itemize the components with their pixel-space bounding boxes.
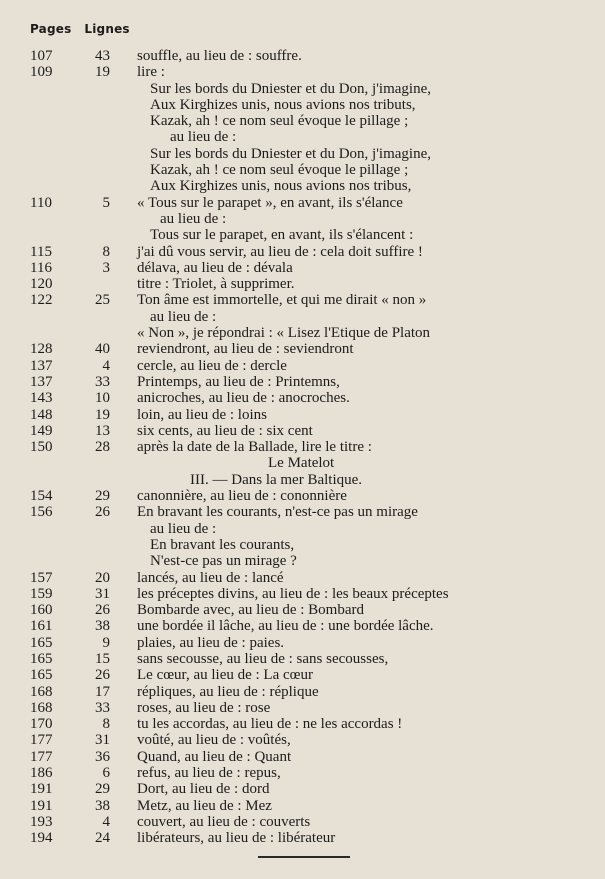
correction-text: délava, au lieu de : dévala xyxy=(137,259,293,276)
line-number: 4 xyxy=(102,813,110,830)
errata-row xyxy=(0,358,605,374)
footer-rule xyxy=(258,856,350,858)
correction-text: Aux Kirghizes unis, nous avions nos tributs, xyxy=(150,96,416,113)
errata-row xyxy=(0,407,605,423)
page-number: 116 xyxy=(30,259,52,276)
errata-row xyxy=(0,749,605,765)
page-number: 148 xyxy=(30,406,53,423)
correction-text: au lieu de : xyxy=(150,520,217,537)
correction-text: plaies, au lieu de : paies. xyxy=(137,634,285,651)
page-number: 165 xyxy=(30,667,53,684)
errata-row xyxy=(0,325,605,341)
errata-row xyxy=(0,48,605,64)
errata-row xyxy=(0,309,605,325)
correction-text: six cents, au lieu de : six cent xyxy=(137,422,313,439)
errata-row xyxy=(0,667,605,683)
errata-row xyxy=(0,732,605,748)
line-number: 19 xyxy=(95,64,110,81)
page-number: 128 xyxy=(30,341,53,358)
correction-text: sans secousse, au lieu de : sans secousses, xyxy=(137,650,389,667)
errata-row xyxy=(0,64,605,80)
errata-row xyxy=(0,439,605,455)
errata-row xyxy=(0,244,605,260)
correction-text: lire : xyxy=(137,64,165,81)
errata-row xyxy=(0,553,605,569)
page-number: 137 xyxy=(30,357,53,374)
correction-text: voûté, au lieu de : voûtés, xyxy=(137,732,291,749)
line-number: 36 xyxy=(95,748,110,765)
page-number: 191 xyxy=(30,781,53,798)
line-number: 24 xyxy=(95,830,110,847)
page-number: 107 xyxy=(30,48,53,64)
correction-text: III. — Dans la mer Baltique. xyxy=(190,471,363,488)
page-number: 177 xyxy=(30,732,53,749)
page-number: 143 xyxy=(30,390,53,407)
page-number: 168 xyxy=(30,683,53,700)
correction-text: reviendront, au lieu de : seviendront xyxy=(137,341,354,358)
errata-row xyxy=(0,390,605,406)
line-number: 3 xyxy=(102,259,110,276)
page-number: 115 xyxy=(30,243,52,260)
correction-text: Le cœur, au lieu de : La cœur xyxy=(137,667,313,684)
errata-row xyxy=(0,651,605,667)
header-lignes: Lignes xyxy=(84,22,130,36)
page-number: 193 xyxy=(30,813,53,830)
errata-row xyxy=(0,700,605,716)
correction-text: Ton âme est immortelle, et qui me dirait « non » xyxy=(137,292,427,309)
correction-text: Kazak, ah ! ce nom seul évoque le pillage ; xyxy=(150,113,409,130)
line-number: 38 xyxy=(95,797,110,814)
line-number: 43 xyxy=(95,48,110,64)
line-number: 19 xyxy=(95,406,110,423)
page-number: 154 xyxy=(30,488,53,505)
correction-text: lancés, au lieu de : lancé xyxy=(137,569,284,586)
errata-list xyxy=(0,48,605,847)
page-number: 122 xyxy=(30,292,53,309)
correction-text: j'ai dû vous servir, au lieu de : cela doit suffire ! xyxy=(137,243,423,260)
errata-row xyxy=(0,684,605,700)
correction-text: libérateurs, au lieu de : libérateur xyxy=(137,830,336,847)
errata-row xyxy=(0,260,605,276)
correction-text: Sur les bords du Dniester et du Don, j'imagine, xyxy=(150,80,431,97)
page-number: 137 xyxy=(30,373,53,390)
correction-text: au lieu de : xyxy=(150,308,217,325)
correction-text: N'est-ce pas un mirage ? xyxy=(150,553,297,570)
errata-row xyxy=(0,341,605,357)
errata-row xyxy=(0,602,605,618)
page-number: 150 xyxy=(30,439,53,456)
column-header xyxy=(30,22,130,36)
errata-row xyxy=(0,716,605,732)
errata-row xyxy=(0,570,605,586)
correction-text: au lieu de : xyxy=(170,129,237,146)
line-number: 8 xyxy=(102,243,110,260)
page-number: 161 xyxy=(30,618,53,635)
correction-text: les préceptes divins, au lieu de : les beaux préceptes xyxy=(137,585,449,602)
correction-text: « Non », je répondrai : « Lisez l'Etique de Platon xyxy=(137,325,431,342)
line-number: 28 xyxy=(95,439,110,456)
line-number: 25 xyxy=(95,292,110,309)
correction-text: En bravant les courants, n'est-ce pas un mirage xyxy=(137,504,418,521)
line-number: 20 xyxy=(95,569,110,586)
correction-text: « Tous sur le parapet », en avant, ils s'élance xyxy=(137,194,403,211)
line-number: 31 xyxy=(95,732,110,749)
errata-row xyxy=(0,830,605,846)
page-number: 165 xyxy=(30,634,53,651)
errata-row xyxy=(0,423,605,439)
correction-text: répliques, au lieu de : réplique xyxy=(137,683,319,700)
page-number: 191 xyxy=(30,797,53,814)
errata-row xyxy=(0,292,605,308)
errata-row xyxy=(0,129,605,145)
page-number: 110 xyxy=(30,194,52,211)
line-number: 29 xyxy=(95,781,110,798)
correction-text: Aux Kirghizes unis, nous avions nos tribus, xyxy=(150,178,412,195)
errata-row xyxy=(0,472,605,488)
errata-row xyxy=(0,276,605,292)
page-number: 159 xyxy=(30,585,53,602)
errata-row xyxy=(0,211,605,227)
correction-text: souffle, au lieu de : souffre. xyxy=(137,48,302,64)
header-pages: Pages xyxy=(30,22,72,36)
line-number: 4 xyxy=(102,357,110,374)
line-number: 40 xyxy=(95,341,110,358)
errata-row xyxy=(0,635,605,651)
errata-row xyxy=(0,195,605,211)
errata-row xyxy=(0,521,605,537)
errata-row xyxy=(0,113,605,129)
line-number: 33 xyxy=(95,699,110,716)
errata-row xyxy=(0,618,605,634)
correction-text: couvert, au lieu de : couverts xyxy=(137,813,311,830)
correction-text: Metz, au lieu de : Mez xyxy=(137,797,272,814)
errata-row xyxy=(0,455,605,471)
errata-row xyxy=(0,814,605,830)
line-number: 29 xyxy=(95,488,110,505)
page-number: 186 xyxy=(30,765,53,782)
page-number: 120 xyxy=(30,276,53,293)
errata-row xyxy=(0,537,605,553)
correction-text: canonnière, au lieu de : cononnière xyxy=(137,488,347,505)
correction-text: une bordée il lâche, au lieu de : une bordée lâche. xyxy=(137,618,434,635)
correction-text: Printemps, au lieu de : Printemns, xyxy=(137,373,340,390)
correction-text: tu les accordas, au lieu de : ne les accordas ! xyxy=(137,716,403,733)
errata-row xyxy=(0,178,605,194)
correction-text: roses, au lieu de : rose xyxy=(137,699,271,716)
line-number: 38 xyxy=(95,618,110,635)
errata-row xyxy=(0,765,605,781)
page-number: 157 xyxy=(30,569,53,586)
line-number: 26 xyxy=(95,667,110,684)
page-number: 156 xyxy=(30,504,53,521)
errata-row xyxy=(0,97,605,113)
errata-row xyxy=(0,781,605,797)
correction-text: cercle, au lieu de : dercle xyxy=(137,357,287,374)
page-number: 109 xyxy=(30,64,53,81)
correction-text: Sur les bords du Dniester et du Don, j'imagine, xyxy=(150,145,431,162)
errata-row xyxy=(0,488,605,504)
correction-text: Bombarde avec, au lieu de : Bombard xyxy=(137,602,365,619)
line-number: 13 xyxy=(95,422,110,439)
correction-text: après la date de la Ballade, lire le titre : xyxy=(137,439,372,456)
page-number: 168 xyxy=(30,699,53,716)
page-number: 160 xyxy=(30,602,53,619)
correction-text: titre : Triolet, à supprimer. xyxy=(137,276,295,293)
correction-text: loin, au lieu de : loins xyxy=(137,406,267,423)
errata-row xyxy=(0,227,605,243)
errata-row xyxy=(0,798,605,814)
errata-row xyxy=(0,374,605,390)
page-number: 170 xyxy=(30,716,53,733)
line-number: 10 xyxy=(95,390,110,407)
line-number: 9 xyxy=(102,634,110,651)
line-number: 5 xyxy=(102,194,110,211)
correction-text: Kazak, ah ! ce nom seul évoque le pillage ; xyxy=(150,162,409,179)
page-number: 165 xyxy=(30,650,53,667)
line-number: 26 xyxy=(95,602,110,619)
page-number: 177 xyxy=(30,748,53,765)
errata-row xyxy=(0,162,605,178)
correction-text: refus, au lieu de : repus, xyxy=(137,765,281,782)
line-number: 26 xyxy=(95,504,110,521)
correction-text: au lieu de : xyxy=(160,210,227,227)
line-number: 6 xyxy=(102,765,110,782)
line-number: 15 xyxy=(95,650,110,667)
page-number: 149 xyxy=(30,422,53,439)
correction-text: Dort, au lieu de : dord xyxy=(137,781,270,798)
correction-text: En bravant les courants, xyxy=(150,536,295,553)
line-number: 8 xyxy=(102,716,110,733)
correction-text: Quand, au lieu de : Quant xyxy=(137,748,292,765)
correction-text: Tous sur le parapet, en avant, ils s'élancent : xyxy=(150,227,414,244)
line-number: 31 xyxy=(95,585,110,602)
errata-row xyxy=(0,586,605,602)
errata-row xyxy=(0,81,605,97)
page-number: 194 xyxy=(30,830,53,847)
correction-text: Le Matelot xyxy=(268,455,335,472)
correction-text: anicroches, au lieu de : anocroches. xyxy=(137,390,350,407)
line-number: 33 xyxy=(95,373,110,390)
errata-row xyxy=(0,504,605,520)
line-number: 17 xyxy=(95,683,110,700)
errata-row xyxy=(0,146,605,162)
